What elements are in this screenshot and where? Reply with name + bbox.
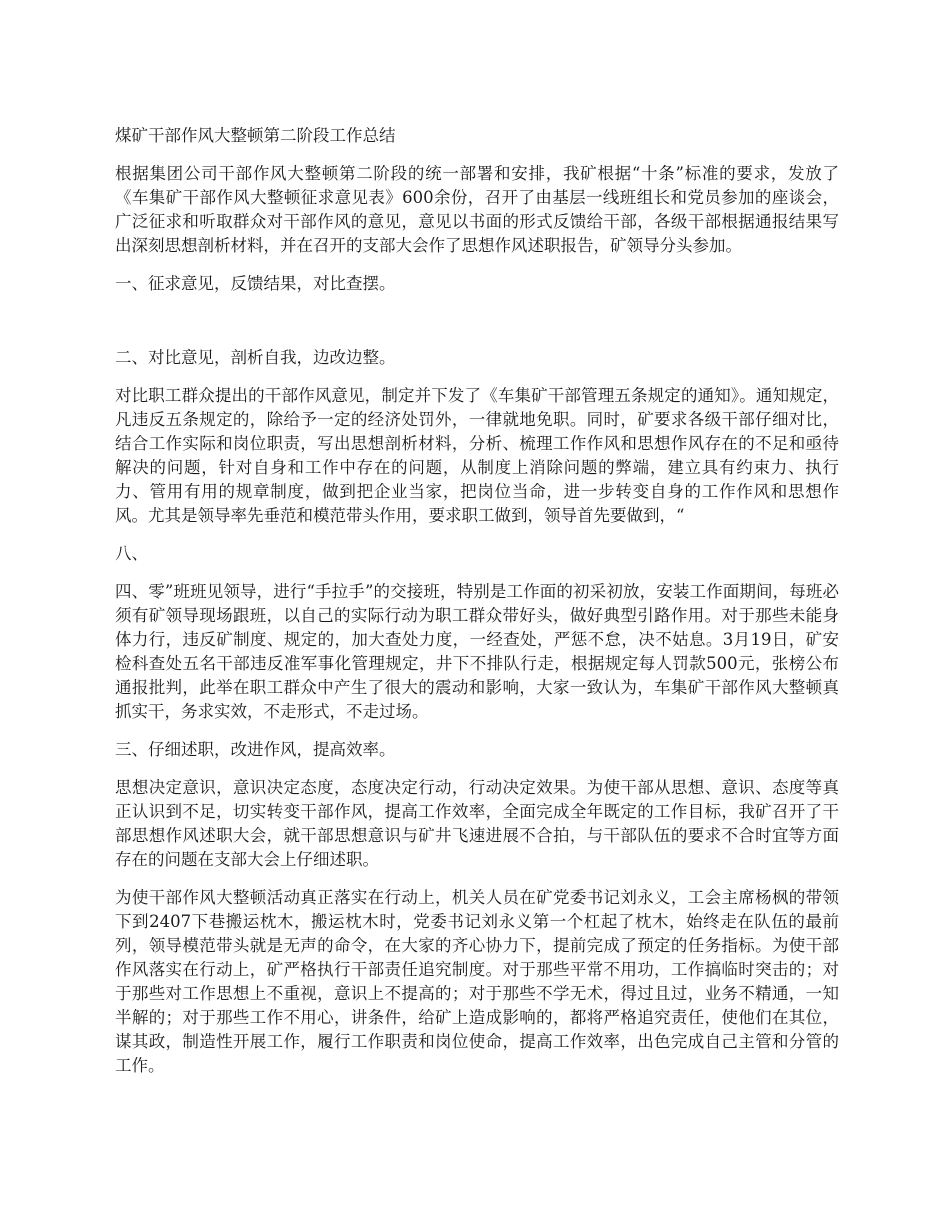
paragraph-eight: 八、 [115,544,148,563]
paragraph-section-3a: 思想决定意识，意识决定态度，态度决定行动，行动决定效果。为使干部从思想、意识、态度等真正认识到不足，切实转变干部作风，提高工作效率，全面完成全年既定的工作目标，我矿召开了干部思想作风述职大会，就干部思想意识与矿井飞速进展不合拍，与干部队伍的要求不合时宜等方面存在的问题在支部大会上仔细述职。 [115,778,839,869]
document-page [115,124,839,1092]
paragraph-four: 四、零”班班见领导，进行“手拉手”的交接班，特别是工作面的初采初放，安装工作面期间，每班必须有矿领导现场跟班，以自己的实际行动为职工群众带好头，做好典型引路作用。对于那些未能身体力行，违反矿制度、规定的，加大查处力度，一经查处，严惩不怠，决不姑息。3月19日，矿安检科查处五名干部违反准军事化管理规定，井下不排队行走，根据规定每人罚款500元，张榜公布通报批判，此举在职工群众中产生了很大的震动和影响，大家一致认为，车集矿干部作风大整顿真抓实干，务求实效，不走形式，不走过场。 [115,582,839,721]
paragraph-intro: 根据集团公司干部作风大整顿第二阶段的统一部署和安排，我矿根据“十条”标准的要求，发放了《车集矿干部作风大整顿征求意见表》600余份，召开了由基层一线班组长和党员参加的座谈会，广泛征求和听取群众对干部作风的意见，意见以书面的形式反馈给干部，各级干部根据通报结果写出深刻思想剖析材料，并在召开的支部大会作了思想作风述职报告，矿领导分头参加。 [115,164,839,255]
paragraph-section-3b: 为使干部作风大整顿活动真正落实在行动上，机关人员在矿党委书记刘永义，工会主席杨枫的带领下到2407下巷搬运枕木，搬运枕木时，党委书记刘永义第一个杠起了枕木，始终走在队伍的最前列，领导模范带头就是无声的命令，在大家的齐心协力下，提前完成了预定的任务指标。为使干部作风落实在行动上，矿严格执行干部责任追究制度。对于那些平常不用功，工作搞临时突击的；对于那些对工作思想上不重视，意识上不提高的；对于那些不学无术，得过且过，业务不精通，一知半解的；对于那些工作不用心，讲条件，给矿上造成影响的，都将严格追究责任，使他们在其位，谋其政，制造性开展工作，履行工作职责和岗位使命，提高工作效率，出色完成自己主管和分管的工作。 [115,888,839,1075]
document-title: 煤矿干部作风大整顿第二阶段工作总结 [115,126,396,145]
paragraph-section-2: 对比职工群众提出的干部作风意见，制定并下发了《车集矿干部管理五条规定的通知》。通知规定，凡违反五条规定的，除给予一定的经济处罚外，一律就地免职。同时，矿要求各级干部仔细对比，结合工作实际和岗位职责，写出思想剖析材料，分析、梳理工作作风和思想作风存在的不足和亟待解决的问题，针对自身和工作中存在的问题，从制度上消除问题的弊端，建立具有约束力、执行力、管用有用的规章制度，做到把企业当家，把岗位当命，进一步转变自身的工作作风和思想作风。尤其是领导率先垂范和模范带头作用，要求职工做到，领导首先要做到，“ [115,386,839,525]
section-heading-3: 三、仔细述职，改进作风，提高效率。 [115,740,396,759]
section-heading-2: 二、对比意见，剖析自我，边改边整。 [115,348,396,367]
blank-space [115,310,839,346]
section-heading-1: 一、征求意见，反馈结果，对比查摆。 [115,274,396,293]
